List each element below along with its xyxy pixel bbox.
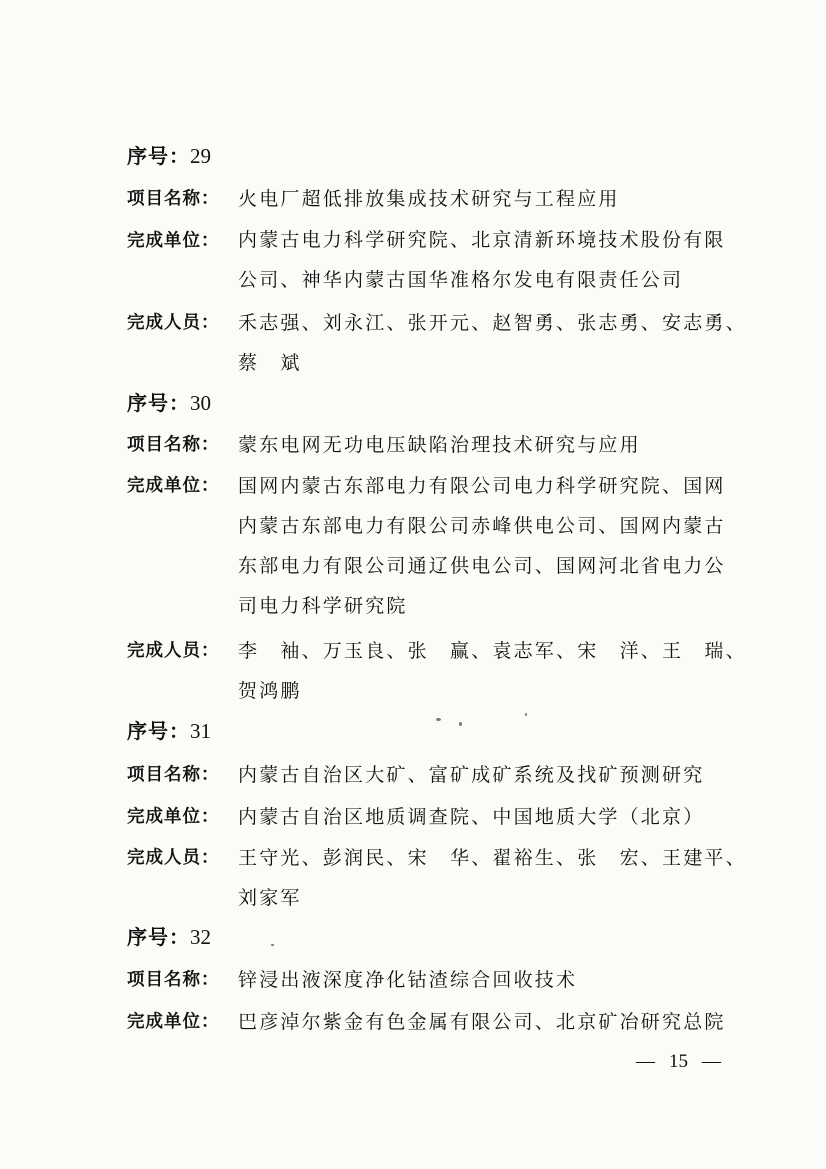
project-30-name: 蒙东电网无功电压缺陷治理技术研究与应用	[238, 434, 641, 456]
project-32-units: 巴彦淖尔紫金有色金属有限公司、北京矿冶研究总院	[238, 1011, 726, 1033]
project-29-name: 火电厂超低排放集成技术研究与工程应用	[238, 188, 620, 210]
project-31-units-label: 完成单位：	[127, 807, 220, 827]
project-30-units-label: 完成单位：	[127, 476, 220, 496]
project-32-units-label: 完成单位：	[127, 1012, 220, 1032]
project-31-seq: 序号：31	[127, 719, 211, 743]
project-32-name: 锌浸出液深度净化钴渣综合回收技术	[238, 969, 578, 991]
project-29-people: 禾志强、刘永江、张开元、赵智勇、张志勇、安志勇、 蔡 斌	[238, 312, 747, 374]
project-30-people: 李 袖、万玉良、张 赢、袁志军、宋 洋、王 瑞、 贺鸿鹏	[238, 640, 747, 702]
project-31-name-label: 项目名称：	[127, 765, 220, 785]
project-30-seq: 序号：30	[127, 391, 211, 415]
project-30-name-label: 项目名称：	[127, 435, 220, 455]
scan-speck	[459, 722, 462, 726]
scan-speck	[271, 944, 274, 946]
project-31-units: 内蒙古自治区地质调查院、中国地质大学（北京）	[238, 806, 705, 828]
project-32-name-label: 项目名称：	[127, 970, 220, 990]
project-29-units: 内蒙古电力科学研究院、北京清新环境技术股份有限 公司、神华内蒙古国华准格尔发电有限责任公司	[238, 229, 726, 291]
project-31-people: 王守光、彭润民、宋 华、翟裕生、张 宏、王建平、 刘家军	[238, 847, 747, 909]
scan-speck	[436, 718, 441, 721]
project-29-seq: 序号：29	[127, 144, 211, 168]
project-29-name-label: 项目名称：	[127, 189, 220, 209]
project-30-people-label: 完成人员：	[127, 641, 220, 661]
project-31-people-label: 完成人员：	[127, 848, 220, 868]
project-29-units-label: 完成单位：	[127, 231, 220, 251]
project-29-people-label: 完成人员：	[127, 313, 220, 333]
project-32-seq: 序号：32	[127, 925, 211, 949]
project-31-name: 内蒙古自治区大矿、富矿成矿系统及找矿预测研究	[238, 764, 705, 786]
page-number: — 15 —	[636, 1051, 721, 1072]
scan-speck	[525, 713, 527, 716]
project-30-units: 国网内蒙古东部电力有限公司电力科学研究院、国网 内蒙古东部电力有限公司赤峰供电公司、国网内蒙古 东部电力有限公司通辽供电公司、国网河北省电力公 司电力科学研究院	[238, 475, 726, 617]
